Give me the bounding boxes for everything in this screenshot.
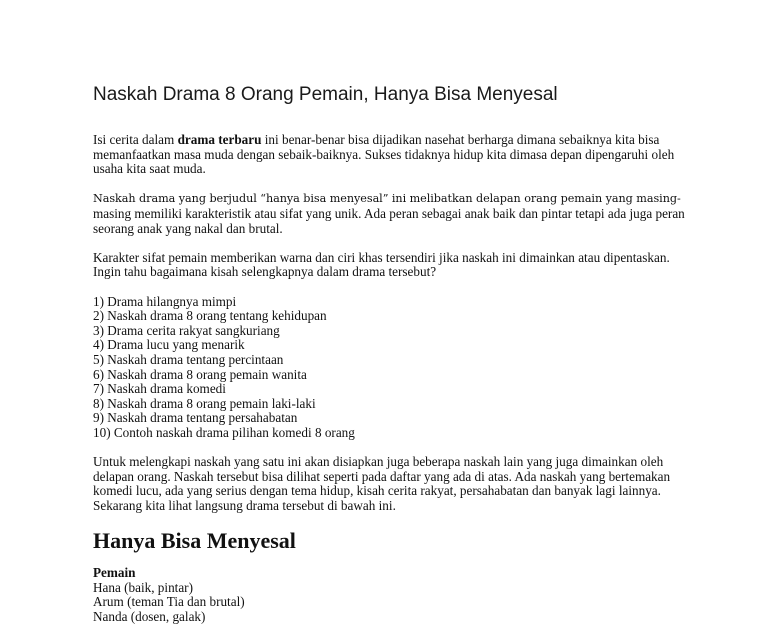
closing-paragraph: Untuk melengkapi naskah yang satu ini akan disiapkan juga beberapa naskah lain yang juga dimainkan oleh delapan orang. Naskah tersebut bisa dilihat seperti pada daftar yang ada di atas. Ada naskah yang bertemakan komedi lucu, ada yang serius dengan tema hidup, kisah cerita rakyat, persahabatan dan banyak lagi lainnya. Sekarang kita lihat langsung drama tersebut di bawah ini. (93, 454, 671, 513)
list-item: 9) Naskah drama tentang persahabatan (93, 410, 298, 426)
list-item: 8) Naskah drama 8 orang pemain laki-laki (93, 395, 316, 411)
drama-list (93, 295, 693, 441)
list-item: 3) Drama cerita rakyat sangkuriang (93, 322, 280, 338)
description-typed-line: Naskah drama yang berjudul “hanya bisa menyesal” ini melibatkan delapan orang pemain yang masing- (93, 192, 681, 206)
list-item: 2) Naskah drama 8 orang tentang kehidupan (93, 308, 327, 324)
document-body (93, 133, 693, 624)
list-item: 7) Naskah drama komedi (93, 381, 226, 397)
character-paragraph: Karakter sifat pemain memberikan warna dan ciri khas tersendiri jika naskah ini dimainkan atau dipentaskan. Ingin tahu bagaimana kisah selengkapnya dalam drama tersebut? (93, 249, 670, 280)
cast-member: Nanda (dosen, galak) (93, 608, 206, 624)
list-item: 1) Drama hilangnya mimpi (93, 293, 237, 309)
document-title: Naskah Drama 8 Orang Pemain, Hanya Bisa Menyesal (93, 84, 558, 105)
list-item: 10) Contoh naskah drama pilihan komedi 8 orang (93, 424, 355, 440)
cast-member: Hana (baik, pintar) (93, 579, 193, 595)
drama-terbaru-bold: drama terbaru (177, 132, 262, 147)
description-paragraph (93, 191, 693, 236)
list-item: 6) Naskah drama 8 orang pemain wanita (93, 366, 307, 382)
cast-member: Arum (teman Tia dan brutal) (93, 594, 245, 610)
description-text: masing memiliki karakteristik atau sifat yang unik. Ada peran sebagai anak baik dan pintar tetapi ada juga peran seorang anak yang nakal dan brutal. (93, 205, 685, 236)
cast-label: Pemain (93, 565, 136, 581)
intro-paragraph (93, 133, 693, 177)
intro-text-end: ini benar-benar bisa dijadikan nasehat berharga dimana sebaiknya kita bisa memanfaatkan masa muda dengan sebaik-baiknya. Sukses tidaknya hidup kita dimasa depan dipengaruhi oleh usaha kita saat muda. (93, 132, 675, 177)
intro-text-start: Isi cerita dalam (93, 132, 178, 147)
list-item: 5) Naskah drama tentang percintaan (93, 351, 284, 367)
section-heading: Hanya Bisa Menyesal (93, 528, 296, 554)
list-item: 4) Drama lucu yang menarik (93, 337, 245, 353)
